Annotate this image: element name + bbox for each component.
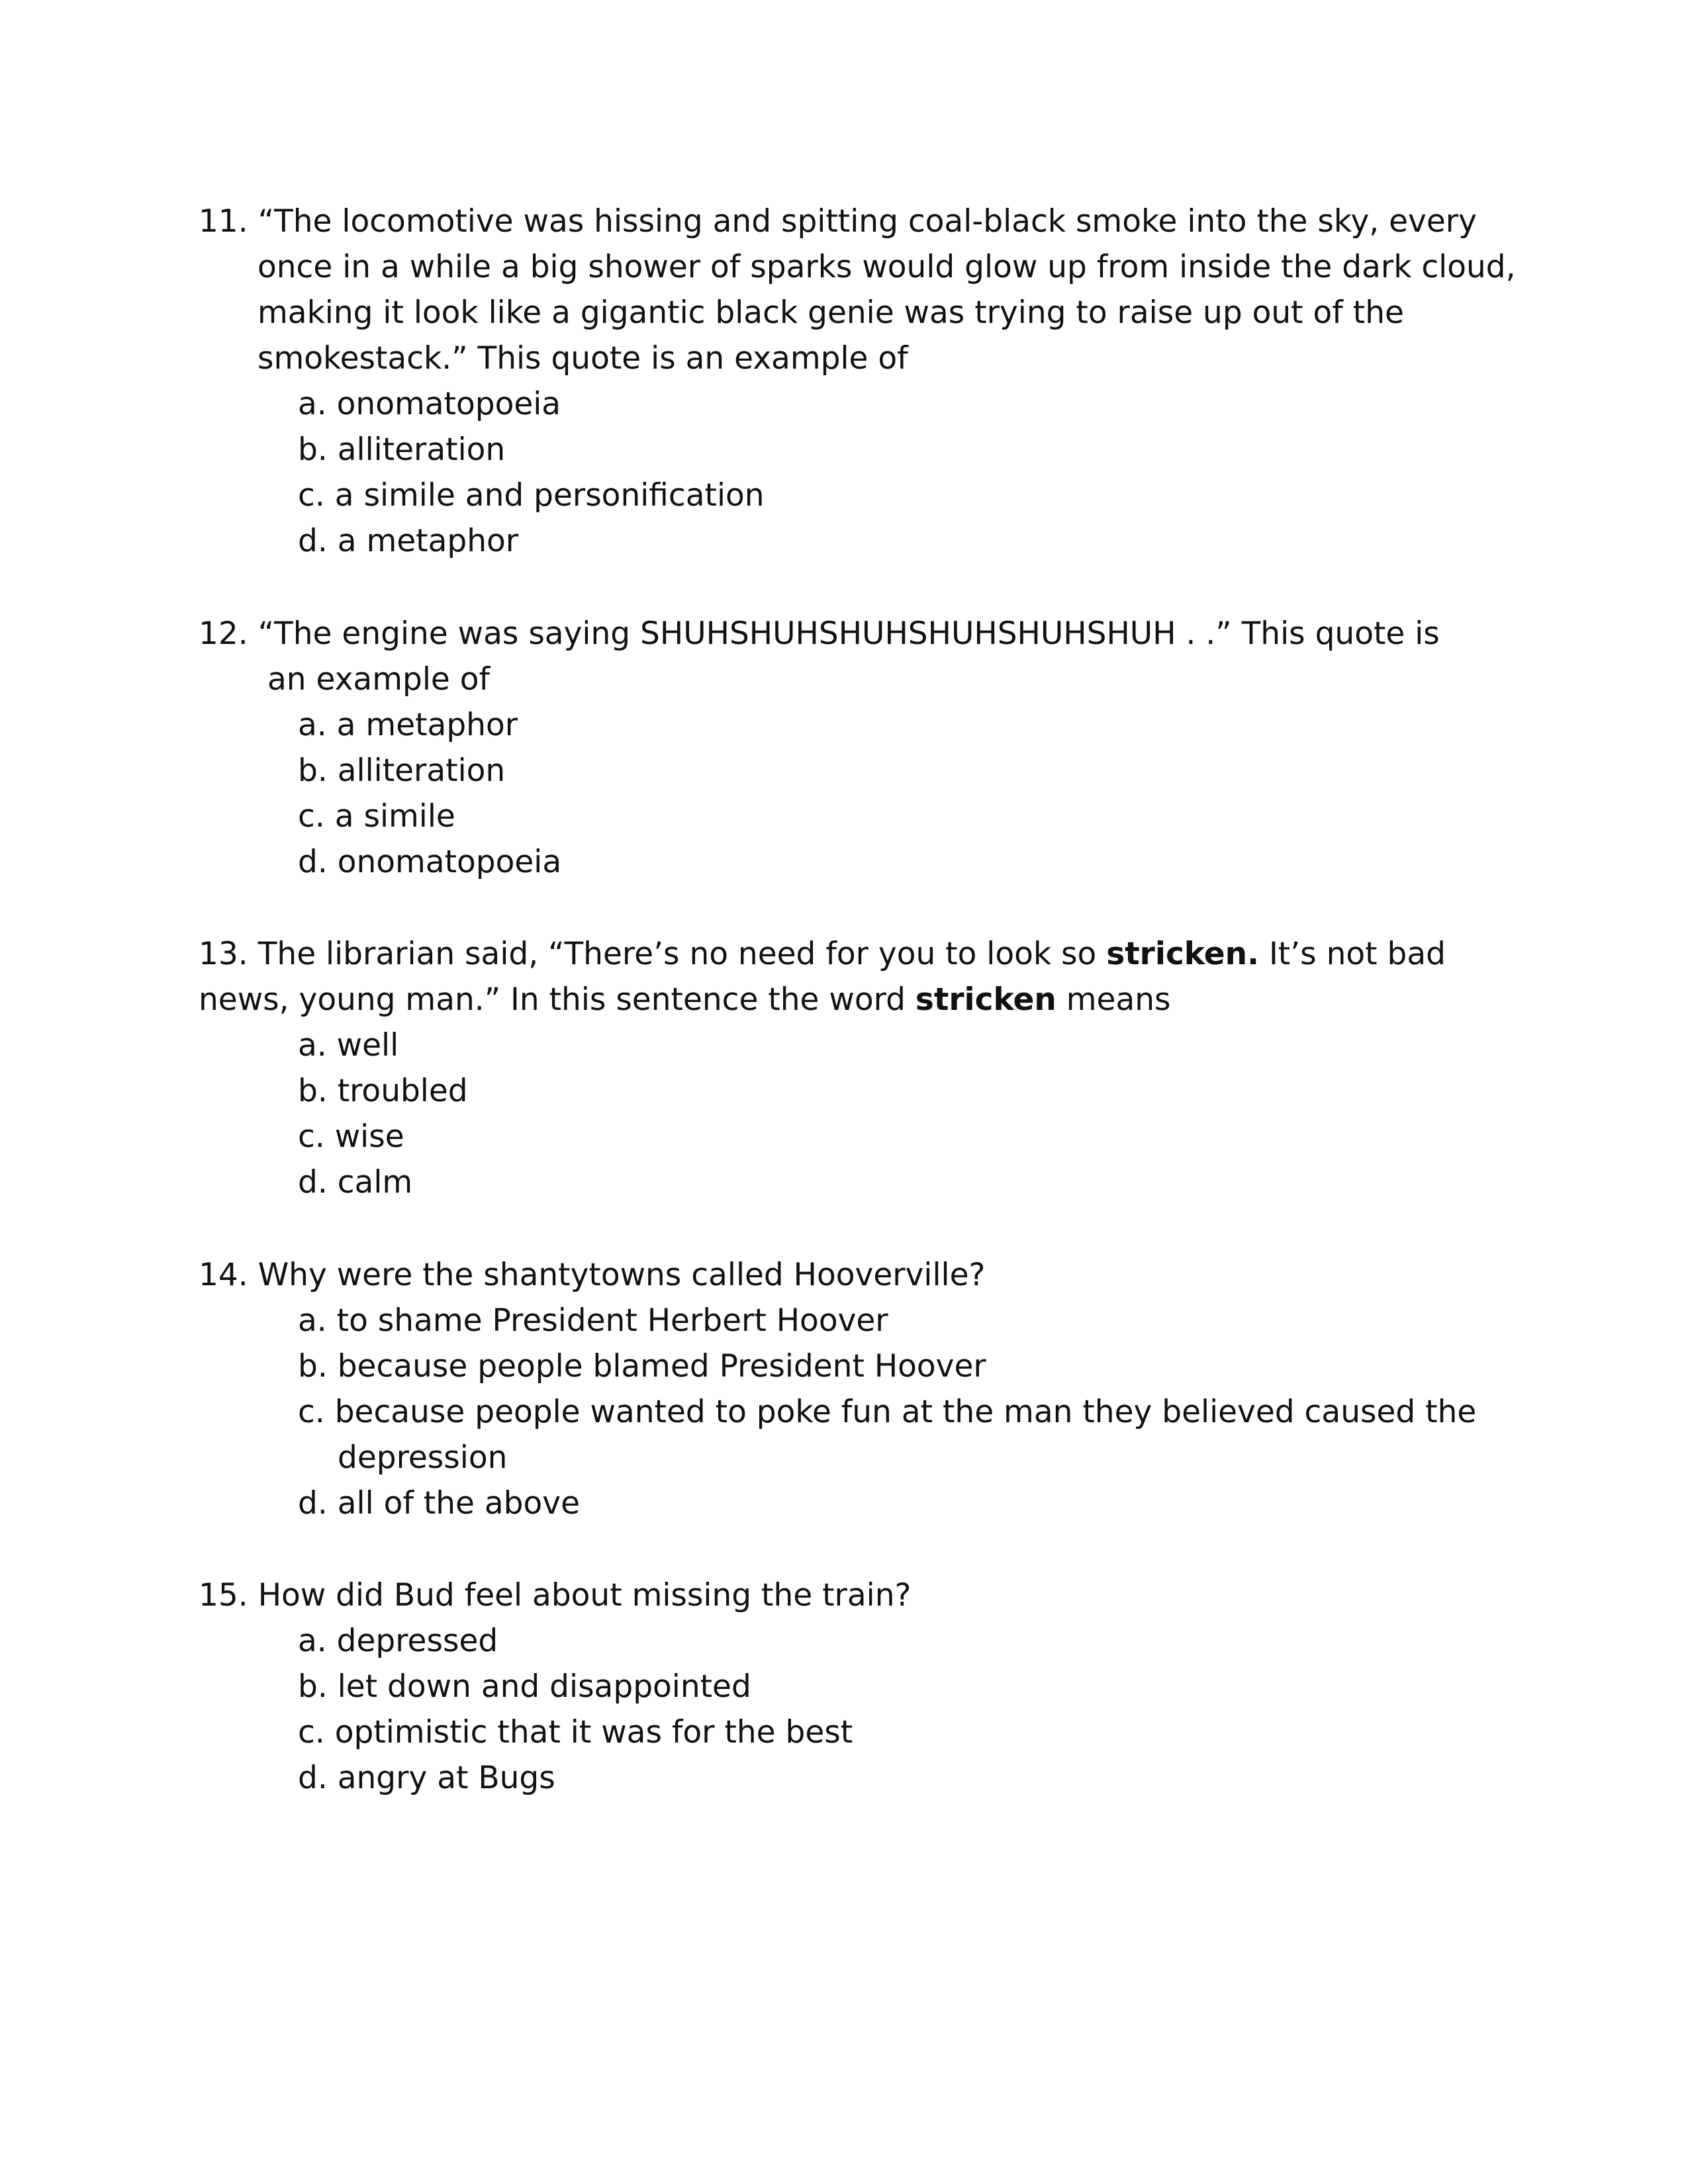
question-13-option-d: d. calm xyxy=(298,1164,413,1201)
question-14-option-a: a. to shame President Herbert Hoover xyxy=(298,1302,888,1339)
question-text: Why were the shantytowns called Hooverville? xyxy=(258,1257,986,1293)
question-14-option-c: c. because people wanted to poke fun at the man they believed caused the xyxy=(298,1394,1477,1430)
question-12-option-b: b. alliteration xyxy=(298,752,506,789)
question-11-stem-line-3: making it look like a gigantic black genie was trying to raise up out of the xyxy=(258,295,1404,331)
question-number: 15. xyxy=(199,1577,248,1614)
question-15-option-b: b. let down and disappointed xyxy=(298,1668,751,1705)
question-12-option-c: c. a simile xyxy=(298,798,455,835)
question-12-option-a: a. a metaphor xyxy=(298,707,518,743)
question-number: 12. xyxy=(199,615,248,652)
question-14-option-d: d. all of the above xyxy=(298,1485,581,1522)
question-number: 14. xyxy=(199,1257,248,1293)
question-12-stem-line-2: an example of xyxy=(267,661,491,698)
question-12-option-d: d. onomatopoeia xyxy=(298,844,562,880)
question-15-option-c: c. optimistic that it was for the best xyxy=(298,1714,853,1751)
question-text: It’s not bad xyxy=(1259,936,1446,972)
vocab-word: stricken. xyxy=(1106,936,1259,972)
question-text: “The locomotive was hissing and spitting coal-black smoke into the sky, every xyxy=(258,203,1477,240)
question-13-stem-line-1 xyxy=(199,932,1446,977)
question-11-stem-line-1 xyxy=(199,199,1477,244)
question-number: 11. xyxy=(199,203,248,240)
question-13-stem-line-2 xyxy=(199,978,1171,1023)
question-12-stem-line-1 xyxy=(199,612,1440,657)
question-15-option-a: a. depressed xyxy=(298,1623,498,1659)
question-text: The librarian said, “There’s no need for you to look so xyxy=(258,936,1107,972)
question-14-stem xyxy=(199,1253,985,1298)
question-text: news, young man.” In this sentence the word xyxy=(199,981,915,1018)
question-text: How did Bud feel about missing the train? xyxy=(258,1577,912,1614)
question-15-option-d: d. angry at Bugs xyxy=(298,1760,555,1796)
question-11-option-b: b. alliteration xyxy=(298,432,506,468)
question-11-stem-line-2: once in a while a big shower of sparks would glow up from inside the dark cloud, xyxy=(258,249,1516,285)
question-14-option-b: b. because people blamed President Hoover xyxy=(298,1348,986,1385)
vocab-word: stricken xyxy=(915,981,1056,1018)
question-13-option-b: b. troubled xyxy=(298,1073,468,1109)
question-11-option-c: c. a simile and personification xyxy=(298,477,765,514)
question-11-stem-line-4: smokestack.” This quote is an example of xyxy=(258,340,908,377)
question-14-option-c-continued: depression xyxy=(338,1439,508,1476)
question-number: 13. xyxy=(199,936,248,972)
question-11-option-d: d. a metaphor xyxy=(298,523,519,559)
question-15-stem xyxy=(199,1573,911,1618)
question-11-option-a: a. onomatopoeia xyxy=(298,386,561,422)
question-13-option-a: a. well xyxy=(298,1027,399,1064)
question-text: “The engine was saying SHUHSHUHSHUHSHUHSHUHSHUH . .” This quote is xyxy=(258,615,1440,652)
question-text: means xyxy=(1056,981,1171,1018)
question-13-option-c: c. wise xyxy=(298,1118,404,1155)
